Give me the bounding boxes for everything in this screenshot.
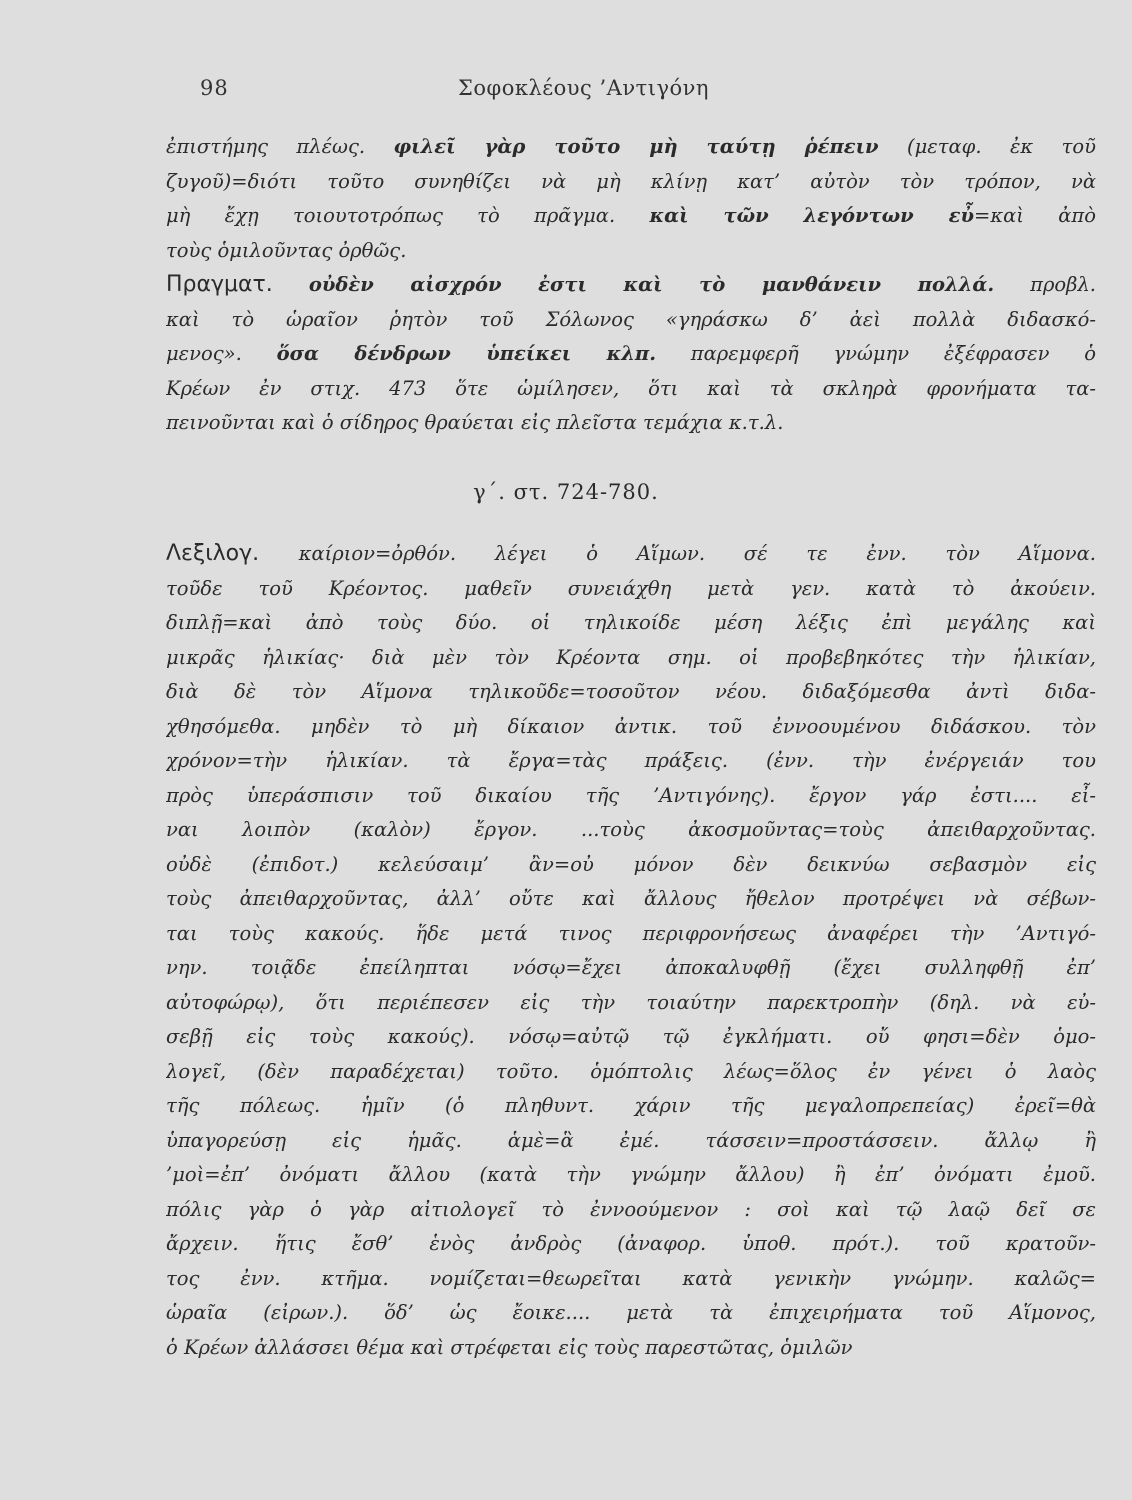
text-line: διπλῇ=καὶ ἀπὸ τοὺς δύο. οἱ τηλικοίδε μέση λέξις ἐπὶ μεγάλης καὶ — [166, 611, 1096, 634]
text-line: λογεῖ, (δὲν παραδέχεται) τοῦτο. ὁμόπτολις λέως=ὅλος ἐν γένει ὁ λαὸς — [166, 1059, 1096, 1083]
text-line: ἄρχειν. ἥτις ἔσθ’ ἑνὸς ἀνδρὸς (ἀναφορ. ὑποθ. πρότ.). τοῦ κρατοῦν- — [166, 1232, 1096, 1255]
text-line: τοῦδε τοῦ Κρέοντος. μαθεῖν συνειάχθη μετὰ γεν. κατὰ τὸ ἀκούειν. — [166, 576, 1096, 600]
text-line: πόλις γὰρ ὁ γὰρ αἰτιολογεῖ τὸ ἐννοούμενον : σοὶ καὶ τῷ λαῷ δεῖ σε — [166, 1197, 1096, 1221]
paragraph-commentary-1 — [166, 130, 1096, 441]
running-title: Σοφοκλέους ’Αντιγόνη — [458, 76, 709, 100]
text-line: τος ἐνν. κτῆμα. νομίζεται=θεωρεῖται κατὰ γενικὴν γνώμην. καλῶς= — [166, 1266, 1096, 1290]
text-line: ζυγοῦ)=διότι τοῦτο συνηθίζει νὰ μὴ κλίνῃ κατ’ αὐτὸν τὸν τρόπον, νὰ — [166, 169, 1096, 193]
text-line: οὐδὲ (ἐπιδοτ.) κελεύσαιμ’ ἂν=οὐ μόνον δὲν δεικνύω σεβασμὸν εἰς — [166, 852, 1096, 876]
text-line: πεινοῦνται καὶ ὁ σίδηρος θραύεται εἰς πλεῖστα τεμάχια κ.τ.λ. — [166, 411, 784, 434]
text-line: Λεξιλογ. καίριον=ὀρθόν. λέγει ὁ Αἵμων. σέ τε ἐνν. τὸν Αἵμονα. — [166, 541, 1096, 566]
text-line: ναι λοιπὸν (καλὸν) ἔργον. ...τοὺς ἀκοσμοῦντας=τοὺς ἀπειθαρχοῦντας. — [166, 818, 1096, 841]
text-line: καὶ τὸ ὡραῖον ῥητὸν τοῦ Σόλωνος «γηράσκω δ’ ἀεὶ πολλὰ διδασκό- — [166, 307, 1096, 331]
section-heading-lexilog: Λεξιλογ. — [166, 541, 299, 566]
text-line: μενος». ὅσα δένδρων ὑπείκει κλπ. παρεμφερῆ γνώμην ἐξέφρασεν ὁ — [166, 342, 1096, 365]
text-line: Πραγματ. οὐδὲν αἰσχρόν ἐστι καὶ τὸ μανθάνειν πολλά. προβλ. — [166, 272, 1096, 297]
text-line: μικρᾶς ἡλικίας· διὰ μὲν τὸν Κρέοντα σημ. οἱ προβεβηκότες τὴν ἡλικίαν, — [166, 645, 1096, 669]
text-line: μὴ ἔχῃ τοιουτοτρόπως τὸ πρᾶγμα. καὶ τῶν λεγόντων εὖ=καὶ ἀπὸ — [166, 204, 1096, 227]
text-line: ἐπιστήμης πλέως. φιλεῖ γὰρ τοῦτο μὴ ταύτῃ ῥέπειν (μεταφ. ἐκ τοῦ — [166, 135, 1096, 158]
section-heading-pragmat: Πραγματ. — [166, 272, 273, 297]
text-line: τοὺς ἀπειθαρχοῦντας, ἀλλ’ οὔτε καὶ ἄλλους ἤθελον προτρέψει νὰ σέβων- — [166, 887, 1096, 910]
text-line: ὁ Κρέων ἀλλάσσει θέμα καὶ στρέφεται εἰς τοὺς παρεστῶτας, ὁμιλῶν — [166, 1335, 853, 1359]
text-line: χρόνον=τὴν ἡλικίαν. τὰ ἔργα=τὰς πράξεις. (ἐνν. τὴν ἐνέργειάν του — [166, 749, 1096, 772]
text-line: Κρέων ἐν στιχ. 473 ὅτε ὡμίλησεν, ὅτι καὶ τὰ σκληρὰ φρονήματα τα- — [166, 376, 1096, 400]
text-line: ’μοὶ=ἐπ’ ὀνόματι ἄλλου (κατὰ τὴν γνώμην ἄλλου) ἢ ἐπ’ ὀνόματι ἐμοῦ. — [166, 1163, 1096, 1186]
text-line: τῆς πόλεως. ἡμῖν (ὁ πληθυντ. χάριν τῆς μεγαλοπρεπείας) ἐρεῖ=θὰ — [166, 1094, 1096, 1117]
page-header — [200, 70, 1020, 110]
text-line: σεβῇ εἰς τοὺς κακούς). νόσῳ=αὐτῷ τῷ ἐγκλήματι. οὔ φησι=δὲν ὁμο- — [166, 1025, 1096, 1048]
page-number: 98 — [200, 76, 229, 100]
text-line: πρὸς ὑπεράσπισιν τοῦ δικαίου τῆς ’Αντιγόνης). ἔργον γάρ ἐστι.... εἶ- — [166, 783, 1096, 807]
text-line: ὑπαγορεύσῃ εἰς ἡμᾶς. ἁμὲ=ἃ ἐμέ. τάσσειν=προστάσσειν. ἄλλῳ ἢ — [166, 1128, 1096, 1152]
text-line: χθησόμεθα. μηδὲν τὸ μὴ δίκαιον ἀντικ. τοῦ ἐννοουμένου διδάσκου. τὸν — [166, 714, 1096, 738]
text-line: νην. τοιᾷδε ἐπείληπται νόσῳ=ἔχει ἀποκαλυφθῇ (ἔχει συλληφθῇ ἐπ’ — [166, 956, 1096, 979]
paragraph-vocabulary — [166, 537, 1096, 1365]
text-line: ὡραῖα (εἰρων.). ὅδ’ ὡς ἔοικε.... μετὰ τὰ ἐπιχειρήματα τοῦ Αἵμονος, — [166, 1301, 1096, 1324]
section-title: γ΄. στ. 724-780. — [473, 480, 659, 504]
text-line: τοὺς ὁμιλοῦντας ὀρθῶς. — [166, 238, 407, 262]
text-line: αὐτοφώρῳ), ὅτι περιέπεσεν εἰς τὴν τοιαύτην παρεκτροπὴν (δηλ. νὰ εὐ- — [166, 990, 1096, 1014]
text-line: διὰ δὲ τὸν Αἵμονα τηλικοῦδε=τοσοῦτον νέου. διδαξόμεσθα ἀντὶ διδα- — [166, 680, 1096, 703]
text-line: ται τοὺς κακούς. ἥδε μετά τινος περιφρονήσεως ἀναφέρει τὴν ’Αντιγό- — [166, 921, 1096, 945]
